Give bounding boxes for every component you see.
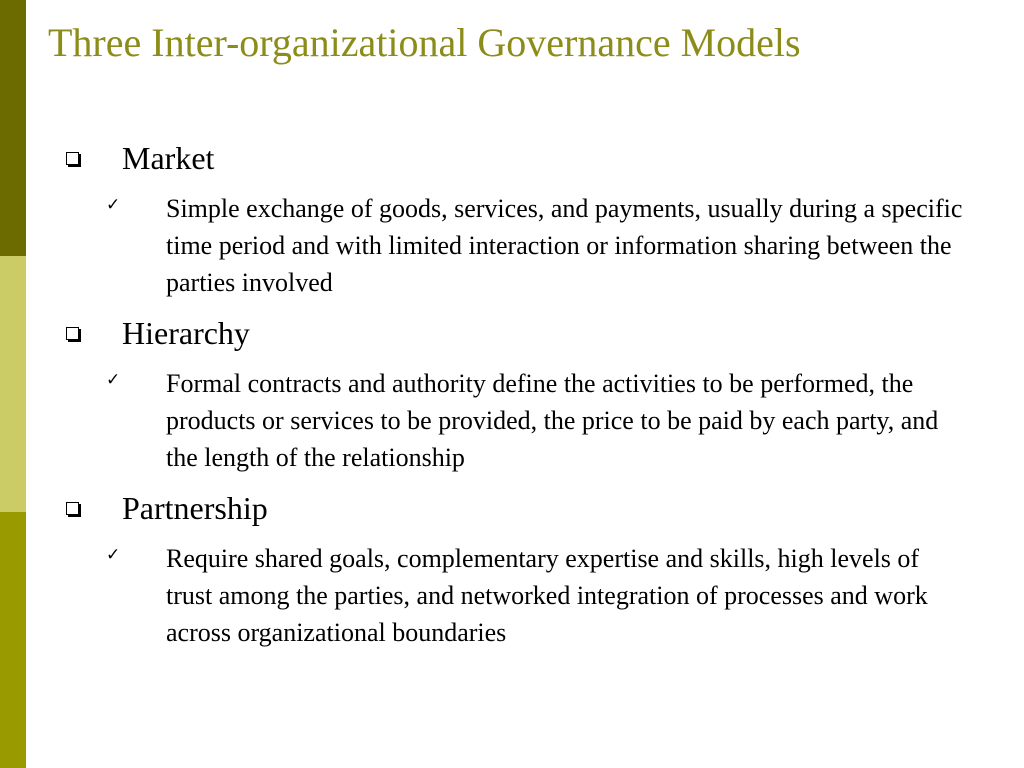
sub-bullet-text: Simple exchange of goods, services, and payments, usually during a specific time period and with limited interaction or information sharing between the parties involved — [166, 194, 963, 297]
checkmark-icon: ✓ — [106, 545, 121, 565]
checkmark-icon: ✓ — [106, 370, 121, 390]
list-item-partnership — [0, 488, 1024, 651]
list-item-heading — [0, 138, 1024, 182]
list-item-label: Market — [122, 140, 215, 176]
bullet-list — [0, 138, 1024, 651]
list-item-label: Hierarchy — [122, 315, 250, 351]
square-bullet-icon — [66, 152, 79, 165]
list-item-heading — [0, 488, 1024, 532]
list-item-hierarchy — [0, 313, 1024, 476]
sub-bullet-text: Formal contracts and authority define the activities to be performed, the products or services to be provided, the price to be paid by each party, and the length of the relationship — [166, 369, 939, 472]
checkmark-icon: ✓ — [106, 195, 121, 215]
sub-bullet-text: Require shared goals, complementary expertise and skills, high levels of trust among the parties, and networked integration of processes and work across organizational boundaries — [166, 544, 928, 647]
sub-bullet — [0, 540, 1024, 651]
sub-bullet — [0, 365, 1024, 476]
slide-title: Three Inter-organizational Governance Models — [48, 20, 801, 65]
sub-bullet — [0, 190, 1024, 301]
square-bullet-icon — [66, 502, 79, 515]
list-item-market — [0, 138, 1024, 301]
list-item-heading — [0, 313, 1024, 357]
square-bullet-icon — [66, 327, 79, 340]
list-item-label: Partnership — [122, 490, 268, 526]
